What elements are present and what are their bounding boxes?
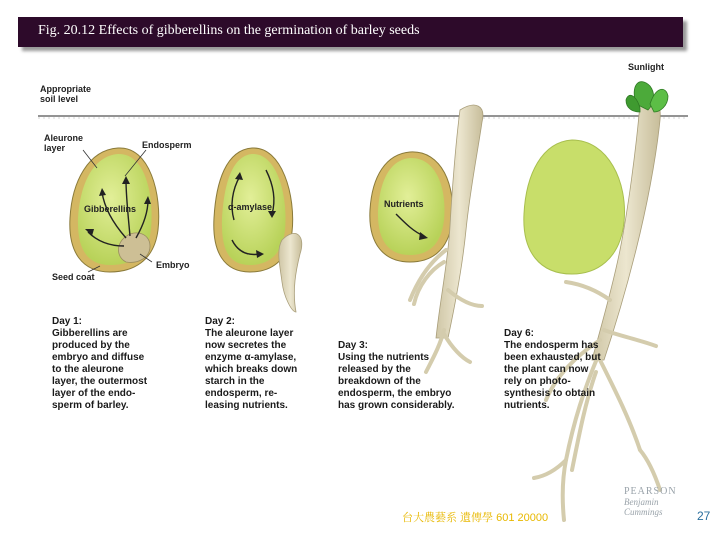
- alpha-amylase-label: α-amylase: [228, 202, 273, 212]
- soil-level-label: Appropriate soil level: [40, 84, 92, 104]
- gibberellins-label: Gibberellins: [84, 204, 137, 214]
- seed-day-3: [370, 105, 483, 372]
- aleurone-layer-label: Aleurone layer: [44, 133, 84, 153]
- caption-text: The aleurone layer now secretes the enzyme α-amylase, which breaks down starch in the endosperm, re- leasing nutrients.: [205, 328, 298, 411]
- caption-text: Gibberellins are produced by the embryo and diffuse to the aleurone layer, the outermost layer of the endo- sperm of barley.: [52, 328, 148, 411]
- seed-coat-label: Seed coat: [52, 272, 95, 282]
- figure-title: Fig. 20.12 Effects of gibberellins on the germination of barley seeds: [38, 23, 420, 38]
- caption-text: Using the nutrients released by the breakdown of the endosperm, the embryo has grown considerably.: [338, 352, 455, 411]
- caption-day-3: [338, 340, 473, 412]
- caption-day-label: Day 6:: [504, 328, 535, 339]
- caption-day-label: Day 2:: [205, 316, 236, 327]
- caption-day-label: Day 1:: [52, 316, 83, 327]
- seed-day-6: [524, 82, 668, 520]
- publisher-logo: [624, 486, 677, 517]
- caption-day-6: [504, 328, 624, 412]
- sunlight-label: Sunlight: [628, 62, 664, 72]
- publisher-imprint: Benjamin Cummings: [624, 497, 663, 517]
- caption-day-2: [205, 316, 325, 412]
- seed-day-2: [214, 148, 302, 312]
- endosperm-label: Endosperm: [142, 140, 192, 150]
- page-number: 27: [697, 509, 711, 523]
- caption-day-1: [52, 316, 172, 412]
- caption-text: The endosperm has been exhausted, but the plant can now rely on photo- synthesis to obtain nutrients.: [504, 340, 601, 411]
- publisher-name: PEARSON: [624, 486, 677, 497]
- nutrients-label: Nutrients: [384, 199, 424, 209]
- footer-course-text: 台大農藝系 遺傳學 601 20000: [402, 512, 549, 524]
- caption-day-label: Day 3:: [338, 340, 369, 351]
- embryo-label: Embryo: [156, 260, 190, 270]
